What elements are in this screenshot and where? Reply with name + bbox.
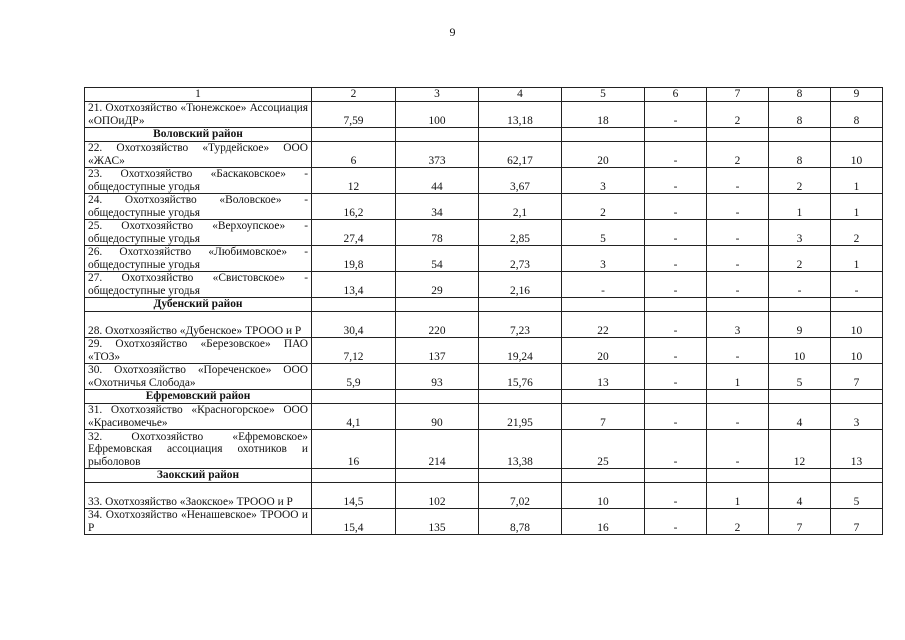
hunting-ground-name: 24. Охотхозяйство «Воловское» - общедоступные угодья [85, 194, 312, 220]
value-cell: 90 [396, 404, 479, 430]
value-cell: 15,76 [479, 364, 562, 390]
empty-cell [831, 298, 883, 312]
hunting-grounds-table [84, 87, 883, 535]
empty-cell [312, 469, 396, 483]
value-cell: - [645, 220, 707, 246]
hunting-ground-name: 28. Охотхозяйство «Дубенское» ТРООО и Р [85, 312, 312, 338]
empty-cell [707, 469, 769, 483]
value-cell: 93 [396, 364, 479, 390]
hunting-ground-name: 26. Охотхозяйство «Любимовское» - общедоступные угодья [85, 246, 312, 272]
value-cell: 20 [562, 142, 645, 168]
table-row [85, 430, 883, 469]
value-cell: 3 [562, 246, 645, 272]
table-row [85, 102, 883, 128]
empty-cell [396, 390, 479, 404]
district-name: Заокский район [85, 469, 312, 483]
value-cell: 16 [312, 430, 396, 469]
value-cell: 4 [769, 404, 831, 430]
value-cell: 54 [396, 246, 479, 272]
value-cell: 20 [562, 338, 645, 364]
value-cell: 4 [769, 483, 831, 509]
value-cell: - [769, 272, 831, 298]
table-row [85, 194, 883, 220]
value-cell: - [707, 246, 769, 272]
empty-cell [479, 298, 562, 312]
value-cell: 13,38 [479, 430, 562, 469]
value-cell: 1 [831, 168, 883, 194]
empty-cell [312, 298, 396, 312]
district-row [85, 469, 883, 483]
column-header: 3 [396, 88, 479, 102]
value-cell: 2,73 [479, 246, 562, 272]
value-cell: 2 [562, 194, 645, 220]
empty-cell [831, 390, 883, 404]
empty-cell [831, 128, 883, 142]
value-cell: 18 [562, 102, 645, 128]
value-cell: 10 [562, 483, 645, 509]
value-cell: 1 [707, 364, 769, 390]
empty-cell [396, 298, 479, 312]
value-cell: 10 [831, 338, 883, 364]
value-cell: - [645, 312, 707, 338]
value-cell: - [645, 272, 707, 298]
value-cell: 2,16 [479, 272, 562, 298]
page-number: 9 [449, 25, 456, 39]
table-row [85, 142, 883, 168]
empty-cell [562, 390, 645, 404]
column-header: 9 [831, 88, 883, 102]
value-cell: 8 [769, 142, 831, 168]
column-header: 2 [312, 88, 396, 102]
value-cell: 1 [707, 483, 769, 509]
value-cell: 25 [562, 430, 645, 469]
value-cell: 13 [831, 430, 883, 469]
value-cell: 19,24 [479, 338, 562, 364]
value-cell: - [707, 220, 769, 246]
column-header: 1 [85, 88, 312, 102]
value-cell: - [645, 246, 707, 272]
value-cell: 7 [831, 509, 883, 535]
value-cell: 373 [396, 142, 479, 168]
empty-cell [479, 469, 562, 483]
value-cell: 34 [396, 194, 479, 220]
value-cell: 7,23 [479, 312, 562, 338]
value-cell: 10 [831, 312, 883, 338]
value-cell: 12 [769, 430, 831, 469]
value-cell: 19,8 [312, 246, 396, 272]
table-row [85, 272, 883, 298]
district-row [85, 128, 883, 142]
value-cell: 44 [396, 168, 479, 194]
value-cell: 8,78 [479, 509, 562, 535]
value-cell: 2,85 [479, 220, 562, 246]
value-cell: 2 [707, 142, 769, 168]
value-cell: 6 [312, 142, 396, 168]
value-cell: 13,18 [479, 102, 562, 128]
value-cell: 1 [769, 194, 831, 220]
empty-cell [707, 298, 769, 312]
empty-cell [769, 128, 831, 142]
value-cell: - [707, 430, 769, 469]
value-cell: 10 [831, 142, 883, 168]
empty-cell [562, 469, 645, 483]
hunting-ground-name: 27. Охотхозяйство «Свистовское» - общедоступные угодья [85, 272, 312, 298]
column-header: 8 [769, 88, 831, 102]
value-cell: - [645, 404, 707, 430]
district-row [85, 298, 883, 312]
value-cell: 4,1 [312, 404, 396, 430]
hunting-ground-name: 30. Охотхозяйство «Пореченское» ООО «Охотничья Слобода» [85, 364, 312, 390]
value-cell: 62,17 [479, 142, 562, 168]
value-cell: 2 [831, 220, 883, 246]
value-cell: 1 [831, 246, 883, 272]
value-cell: 7 [562, 404, 645, 430]
empty-cell [562, 128, 645, 142]
value-cell: - [707, 404, 769, 430]
value-cell: 3 [562, 168, 645, 194]
value-cell: 30,4 [312, 312, 396, 338]
value-cell: 7,02 [479, 483, 562, 509]
value-cell: 135 [396, 509, 479, 535]
value-cell: 3,67 [479, 168, 562, 194]
value-cell: 8 [831, 102, 883, 128]
empty-cell [645, 298, 707, 312]
value-cell: 5 [769, 364, 831, 390]
empty-cell [707, 390, 769, 404]
value-cell: 16 [562, 509, 645, 535]
empty-cell [396, 128, 479, 142]
hunting-ground-name: 25. Охотхозяйство «Верхоупское» - общедоступные угодья [85, 220, 312, 246]
empty-cell [479, 128, 562, 142]
table-row [85, 404, 883, 430]
hunting-ground-name: 34. Охотхозяйство «Ненашевское» ТРООО и Р [85, 509, 312, 535]
value-cell: 3 [769, 220, 831, 246]
value-cell: 12 [312, 168, 396, 194]
value-cell: 2 [707, 102, 769, 128]
empty-cell [645, 128, 707, 142]
value-cell: 9 [769, 312, 831, 338]
value-cell: - [645, 430, 707, 469]
empty-cell [831, 469, 883, 483]
hunting-ground-name: 32. Охотхозяйство «Ефремовское» Ефремовская ассоциация охотников и рыболовов [85, 430, 312, 469]
table-row [85, 246, 883, 272]
value-cell: 2,1 [479, 194, 562, 220]
hunting-ground-name: 23. Охотхозяйство «Баскаковское» - общедоступные угодья [85, 168, 312, 194]
value-cell: 8 [769, 102, 831, 128]
value-cell: 2 [769, 168, 831, 194]
table-row [85, 338, 883, 364]
value-cell: 7,12 [312, 338, 396, 364]
table-row [85, 220, 883, 246]
value-cell: 2 [769, 246, 831, 272]
empty-cell [769, 390, 831, 404]
value-cell: - [707, 338, 769, 364]
value-cell: 21,95 [479, 404, 562, 430]
empty-cell [562, 298, 645, 312]
table-row [85, 312, 883, 338]
value-cell: 13 [562, 364, 645, 390]
district-name: Воловский район [85, 128, 312, 142]
district-name: Дубенский район [85, 298, 312, 312]
empty-cell [312, 390, 396, 404]
value-cell: 137 [396, 338, 479, 364]
value-cell: - [707, 194, 769, 220]
district-row [85, 390, 883, 404]
empty-cell [769, 469, 831, 483]
value-cell: 27,4 [312, 220, 396, 246]
hunting-ground-name: 21. Охотхозяйство «Тюнежское» Ассоциация «ОПОиДР» [85, 102, 312, 128]
empty-cell [645, 390, 707, 404]
value-cell: - [645, 168, 707, 194]
table-row [85, 364, 883, 390]
empty-cell [479, 390, 562, 404]
table-body [85, 88, 883, 535]
value-cell: - [831, 272, 883, 298]
column-header: 6 [645, 88, 707, 102]
value-cell: 22 [562, 312, 645, 338]
empty-cell [645, 469, 707, 483]
value-cell: - [707, 168, 769, 194]
value-cell: 7 [831, 364, 883, 390]
value-cell: - [645, 194, 707, 220]
value-cell: 100 [396, 102, 479, 128]
value-cell: 5,9 [312, 364, 396, 390]
column-header: 7 [707, 88, 769, 102]
value-cell: 102 [396, 483, 479, 509]
value-cell: 16,2 [312, 194, 396, 220]
hunting-ground-name: 22. Охотхозяйство «Турдейское» ООО «ЖАС» [85, 142, 312, 168]
value-cell: 7 [769, 509, 831, 535]
column-header: 5 [562, 88, 645, 102]
value-cell: 29 [396, 272, 479, 298]
column-header: 4 [479, 88, 562, 102]
value-cell: - [707, 272, 769, 298]
value-cell: - [562, 272, 645, 298]
value-cell: 2 [707, 509, 769, 535]
hunting-ground-name: 29. Охотхозяйство «Березовское» ПАО «ТОЗ» [85, 338, 312, 364]
value-cell: 10 [769, 338, 831, 364]
value-cell: - [645, 142, 707, 168]
empty-cell [707, 128, 769, 142]
value-cell: 15,4 [312, 509, 396, 535]
value-cell: 5 [562, 220, 645, 246]
table-row [85, 168, 883, 194]
value-cell: - [645, 483, 707, 509]
value-cell: 220 [396, 312, 479, 338]
empty-cell [396, 469, 479, 483]
hunting-ground-name: 33. Охотхозяйство «Заокское» ТРООО и Р [85, 483, 312, 509]
value-cell: 1 [831, 194, 883, 220]
empty-cell [769, 298, 831, 312]
table-row [85, 509, 883, 535]
district-name: Ефремовский район [85, 390, 312, 404]
value-cell: 5 [831, 483, 883, 509]
value-cell: 3 [831, 404, 883, 430]
value-cell: 78 [396, 220, 479, 246]
value-cell: - [645, 364, 707, 390]
value-cell: 14,5 [312, 483, 396, 509]
value-cell: - [645, 509, 707, 535]
hunting-ground-name: 31. Охотхозяйство «Красногорское» ООО «Красивомечье» [85, 404, 312, 430]
value-cell: 7,59 [312, 102, 396, 128]
header-row [85, 88, 883, 102]
table-row [85, 483, 883, 509]
value-cell: 3 [707, 312, 769, 338]
value-cell: - [645, 102, 707, 128]
empty-cell [312, 128, 396, 142]
value-cell: 13,4 [312, 272, 396, 298]
value-cell: - [645, 338, 707, 364]
value-cell: 214 [396, 430, 479, 469]
